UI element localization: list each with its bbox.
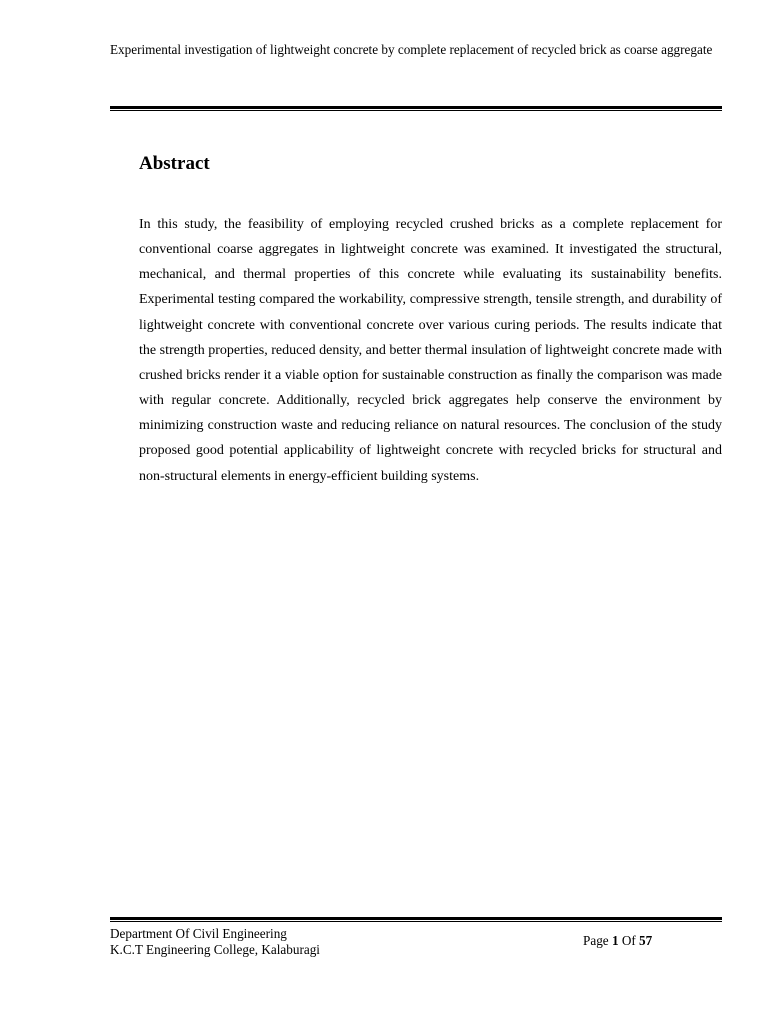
- page-of-label: Of: [621, 933, 636, 948]
- section-title: Abstract: [139, 153, 210, 174]
- page-current: 1: [611, 933, 619, 948]
- header-divider: [110, 106, 722, 111]
- footer-divider: [110, 917, 722, 922]
- footer-department: Department Of Civil Engineering: [110, 926, 287, 941]
- running-header: Experimental investigation of lightweight concrete by complete replacement of recycled brick as coarse aggregate: [110, 42, 713, 57]
- page-total: 57: [639, 933, 653, 948]
- page-number: [583, 933, 652, 949]
- page-label: Page: [583, 933, 609, 948]
- footer-institution: [110, 926, 320, 957]
- footer-college: K.C.T Engineering College, Kalaburagi: [110, 941, 320, 957]
- abstract-body: In this study, the feasibility of employing recycled crushed bricks as a complete replacement for conventional coarse aggregates in lightweight concrete was examined. It investigated the structural, mechanical, and thermal properties of this concrete while evaluating its sustainability benefits. Experimental testing compared the workability, compressive strength, tensile strength, and durability of lightweight concrete with conventional concrete over various curing periods. The results indicate that the strength properties, reduced density, and better thermal insulation of lightweight concrete made with crushed bricks render it a viable option for sustainable construction as finally the comparison was made with regular concrete. Additionally, recycled brick aggregates help conserve the environment by minimizing construction waste and reducing reliance on natural resources. The conclusion of the study proposed good potential applicability of lightweight concrete with recycled bricks for structural and non-structural elements in energy-efficient building systems.: [139, 217, 722, 484]
